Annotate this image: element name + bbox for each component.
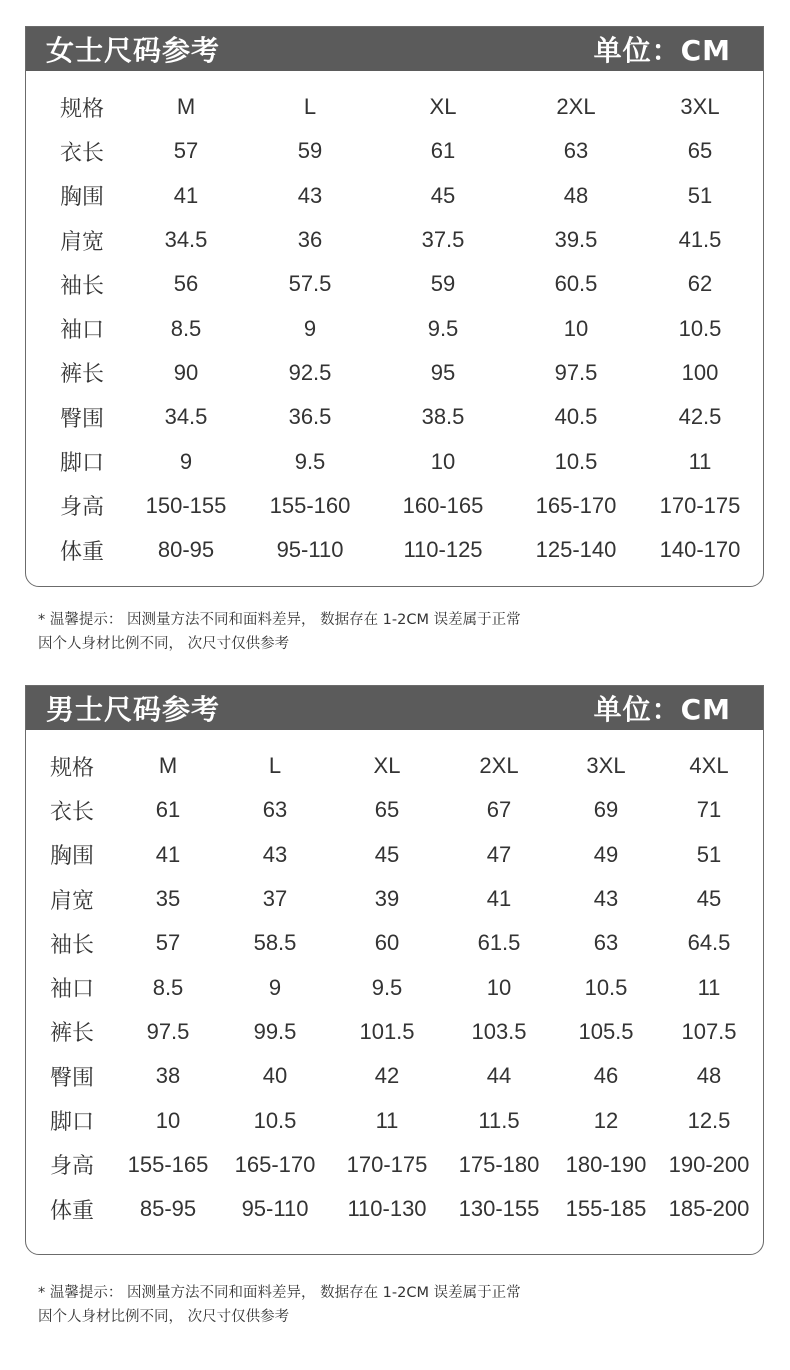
table-row	[34, 262, 756, 306]
table-row	[34, 439, 756, 483]
table-row	[26, 921, 762, 965]
table-cell: 185-200	[668, 1196, 750, 1222]
table-row	[34, 351, 756, 395]
table-cell: 8.5	[170, 315, 202, 341]
table-cell: 10.5	[253, 1107, 297, 1133]
men-size-note	[38, 1281, 521, 1329]
table-row	[26, 1054, 762, 1098]
table-cell: 59	[297, 138, 323, 164]
table-cell: 38.5	[421, 404, 465, 430]
table-cell: 39	[374, 886, 400, 912]
table-cell: 11.5	[478, 1107, 520, 1133]
table-cell: 43	[593, 886, 619, 912]
measure-label-cell: 体重	[49, 1198, 94, 1224]
table-cell: 59	[430, 271, 456, 297]
table-cell: 37	[262, 886, 288, 912]
table-row	[26, 877, 762, 921]
measure-label-cell: 裤长	[49, 1021, 94, 1047]
table-cell: 95	[430, 359, 456, 385]
table-cell: 140-170	[659, 537, 741, 563]
table-cell: 40.5	[554, 404, 598, 430]
men-panel-header	[26, 686, 763, 730]
table-cell: 34.5	[164, 404, 208, 430]
men-unit-label: 单位：CM	[593, 693, 731, 726]
table-row	[26, 1010, 762, 1054]
table-cell: 64.5	[687, 930, 731, 956]
table-cell: 155-185	[565, 1196, 647, 1222]
women-panel-title: 女士尺码参考	[46, 34, 221, 67]
table-cell: 165-170	[535, 492, 617, 518]
table-cell: 69	[593, 797, 619, 823]
measure-label-cell: 身高	[49, 1154, 94, 1180]
table-row	[34, 484, 756, 528]
table-cell: 100	[681, 359, 719, 385]
table-cell: 9	[179, 448, 193, 474]
table-cell: 160-165	[402, 492, 484, 518]
table-cell: 10.5	[554, 448, 598, 474]
table-cell: 190-200	[668, 1151, 750, 1177]
table-cell: 57	[155, 930, 181, 956]
measure-label-cell: 臀围	[59, 406, 104, 432]
table-cell: 130-155	[458, 1196, 540, 1222]
size-header-cell: L	[303, 94, 317, 120]
table-cell: 101.5	[359, 1018, 415, 1044]
table-cell: 80-95	[157, 537, 215, 563]
women-size-table	[34, 85, 756, 572]
table-cell: 170-175	[659, 492, 741, 518]
size-header-cell: M	[176, 94, 196, 120]
table-cell: 65	[687, 138, 713, 164]
table-cell: 58.5	[253, 930, 297, 956]
table-cell: 110-125	[403, 537, 483, 563]
measure-label-cell: 胸围	[49, 844, 94, 870]
table-cell: 61.5	[477, 930, 521, 956]
table-cell: 97.5	[146, 1018, 190, 1044]
men-size-panel	[25, 685, 764, 1255]
measure-label-cell: 衣长	[59, 140, 104, 166]
measure-label-cell: 衣长	[49, 799, 94, 825]
table-cell: 150-155	[145, 492, 227, 518]
measure-label-cell: 袖长	[59, 273, 104, 299]
table-cell: 48	[563, 182, 589, 208]
measure-label-cell: 肩宽	[59, 229, 104, 255]
women-panel-header	[26, 27, 763, 71]
size-header-cell: XL	[373, 753, 401, 779]
women-table-body	[34, 85, 756, 572]
table-cell: 99.5	[253, 1018, 297, 1044]
measure-label-cell: 脚口	[59, 451, 104, 477]
table-cell: 97.5	[554, 359, 598, 385]
table-cell: 10	[155, 1107, 181, 1133]
table-cell: 9	[268, 974, 282, 1000]
table-cell: 12.5	[687, 1107, 731, 1133]
measure-label-cell: 臀围	[49, 1065, 94, 1091]
table-cell: 10	[563, 315, 589, 341]
table-cell: 71	[696, 797, 722, 823]
note-line-2: 因个人身材比例不同， 次尺寸仅供参考	[38, 1309, 290, 1325]
table-cell: 103.5	[471, 1018, 527, 1044]
women-unit-label: 单位：CM	[593, 34, 731, 67]
table-cell: 10	[486, 974, 512, 1000]
men-panel-title: 男士尺码参考	[46, 693, 221, 726]
table-cell: 9.5	[371, 974, 403, 1000]
table-cell: 57	[173, 138, 199, 164]
table-cell: 46	[593, 1063, 619, 1089]
measure-label-cell: 袖口	[49, 977, 94, 1003]
table-cell: 51	[687, 182, 713, 208]
table-cell: 47	[486, 841, 512, 867]
table-cell: 10.5	[584, 974, 628, 1000]
table-cell: 60.5	[554, 271, 598, 297]
table-cell: 10	[430, 448, 456, 474]
spec-header-cell: 规格	[59, 96, 104, 122]
measure-label-cell: 袖长	[49, 932, 94, 958]
table-cell: 42	[374, 1063, 400, 1089]
table-cell: 37.5	[421, 227, 465, 253]
table-row	[34, 395, 756, 439]
table-cell: 41	[155, 841, 181, 867]
table-cell: 41.5	[678, 227, 722, 253]
table-cell: 39.5	[554, 227, 598, 253]
table-cell: 11	[697, 974, 721, 1000]
table-cell: 34.5	[164, 227, 208, 253]
table-cell: 61	[430, 138, 456, 164]
table-cell: 125-140	[535, 537, 617, 563]
table-header-row	[26, 744, 762, 788]
table-row	[26, 1098, 762, 1142]
table-cell: 38	[155, 1063, 181, 1089]
table-row	[26, 965, 762, 1009]
table-cell: 48	[696, 1063, 722, 1089]
table-cell: 170-175	[346, 1151, 428, 1177]
table-cell: 180-190	[565, 1151, 647, 1177]
table-cell: 51	[696, 841, 722, 867]
table-cell: 63	[593, 930, 619, 956]
table-cell: 11	[688, 448, 712, 474]
table-cell: 43	[262, 841, 288, 867]
table-cell: 41	[173, 182, 199, 208]
size-header-cell: 2XL	[556, 94, 596, 120]
measure-label-cell: 脚口	[49, 1110, 94, 1136]
table-row	[26, 1187, 762, 1231]
table-cell: 62	[687, 271, 713, 297]
measure-label-cell: 身高	[59, 495, 104, 521]
table-cell: 41	[486, 886, 512, 912]
table-cell: 155-160	[269, 492, 351, 518]
table-cell: 92.5	[288, 359, 332, 385]
table-row	[34, 218, 756, 262]
measure-label-cell: 胸围	[59, 185, 104, 211]
table-header-row	[34, 85, 756, 129]
table-row	[26, 788, 762, 832]
table-cell: 56	[173, 271, 199, 297]
table-cell: 9	[303, 315, 317, 341]
size-header-cell: 4XL	[689, 753, 729, 779]
table-cell: 90	[173, 359, 199, 385]
table-cell: 11	[375, 1107, 399, 1133]
table-cell: 67	[486, 797, 512, 823]
table-row	[34, 306, 756, 350]
women-size-note	[38, 608, 521, 656]
table-cell: 12	[593, 1107, 619, 1133]
table-cell: 10.5	[678, 315, 722, 341]
size-header-cell: XL	[429, 94, 457, 120]
table-cell: 9.5	[427, 315, 459, 341]
size-header-cell: M	[158, 753, 178, 779]
table-cell: 155-165	[127, 1151, 209, 1177]
men-table-body	[26, 744, 762, 1231]
men-size-table	[26, 744, 762, 1231]
table-cell: 36	[297, 227, 323, 253]
table-cell: 95-110	[241, 1196, 309, 1222]
table-cell: 45	[374, 841, 400, 867]
table-cell: 107.5	[681, 1018, 737, 1044]
table-cell: 63	[563, 138, 589, 164]
table-cell: 85-95	[139, 1196, 197, 1222]
table-cell: 36.5	[288, 404, 332, 430]
table-cell: 65	[374, 797, 400, 823]
table-cell: 175-180	[458, 1151, 540, 1177]
table-cell: 35	[155, 886, 181, 912]
table-cell: 45	[696, 886, 722, 912]
note-line-1: * 温馨提示： 因测量方法不同和面料差异， 数据存在 1-2CM 误差属于正常	[38, 612, 521, 628]
table-row	[26, 833, 762, 877]
table-cell: 105.5	[578, 1018, 634, 1044]
size-header-cell: 2XL	[479, 753, 519, 779]
table-cell: 44	[486, 1063, 512, 1089]
note-line-1: * 温馨提示： 因测量方法不同和面料差异， 数据存在 1-2CM 误差属于正常	[38, 1285, 521, 1301]
table-cell: 45	[430, 182, 456, 208]
table-cell: 95-110	[276, 537, 344, 563]
measure-label-cell: 裤长	[59, 362, 104, 388]
measure-label-cell: 体重	[59, 539, 104, 565]
table-cell: 57.5	[288, 271, 332, 297]
note-line-2: 因个人身材比例不同， 次尺寸仅供参考	[38, 636, 290, 652]
table-cell: 40	[262, 1063, 288, 1089]
table-cell: 43	[297, 182, 323, 208]
table-cell: 61	[155, 797, 181, 823]
women-size-panel	[25, 26, 764, 587]
measure-label-cell: 袖口	[59, 318, 104, 344]
table-row	[26, 1143, 762, 1187]
size-header-cell: L	[268, 753, 282, 779]
size-header-cell: 3XL	[586, 753, 626, 779]
table-cell: 63	[262, 797, 288, 823]
table-row	[34, 174, 756, 218]
table-row	[34, 129, 756, 173]
measure-label-cell: 肩宽	[49, 888, 94, 914]
table-cell: 165-170	[234, 1151, 316, 1177]
table-cell: 42.5	[678, 404, 722, 430]
table-cell: 60	[374, 930, 400, 956]
table-cell: 8.5	[152, 974, 184, 1000]
table-cell: 110-130	[347, 1196, 427, 1222]
table-cell: 49	[593, 841, 619, 867]
size-header-cell: 3XL	[680, 94, 720, 120]
spec-header-cell: 规格	[49, 755, 94, 781]
table-cell: 9.5	[294, 448, 326, 474]
table-row	[34, 528, 756, 572]
